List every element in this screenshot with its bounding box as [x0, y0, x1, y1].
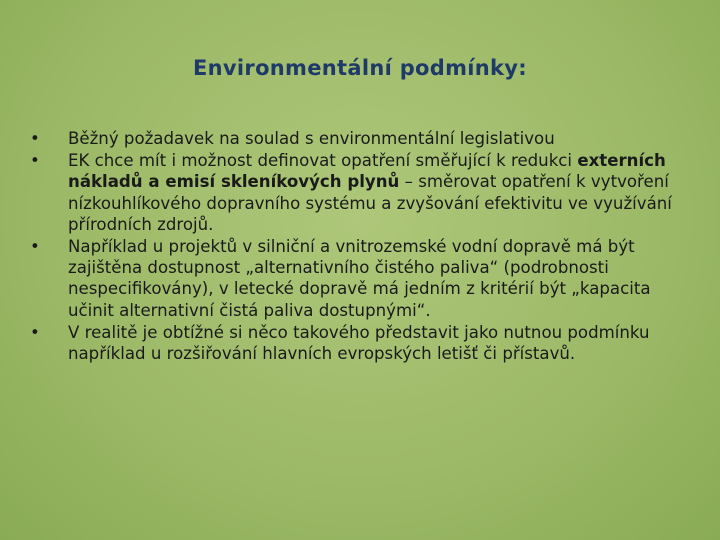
slide-title: Environmentální podmínky: — [193, 56, 527, 80]
bullet-icon: • — [30, 322, 40, 342]
bullet-item — [30, 236, 690, 321]
bullet-icon: • — [30, 151, 40, 171]
bullet-text: V realitě je obtížné si něco takového představit jako nutnou podmínku například u rozšiřování hlavních evropských letišť či přístavů. — [68, 322, 650, 364]
bullet-text: – směrovat opatření k vytvoření nízkouhlíkového dopravního systému a zvyšování efektivitu ve využívání přírodních zdrojů. — [68, 172, 672, 234]
bullet-text: EK chce mít i možnost definovat opatření směřující k redukci — [68, 151, 578, 171]
bullet-item — [30, 128, 690, 149]
bullet-text-bold: externích nákladů a emisí skleníkových plynů — [68, 151, 666, 192]
bullet-item — [30, 322, 690, 364]
bullet-icon: • — [30, 237, 40, 257]
bullet-item — [30, 150, 690, 235]
bullet-list — [30, 128, 690, 365]
bullet-text: Běžný požadavek na soulad s environmentální legislativou — [68, 129, 555, 148]
bullet-icon: • — [30, 129, 40, 148]
bullet-text: Například u projektů v silniční a vnitrozemské vodní dopravě má být zajištěna dostupnost „alternativního čistého paliva“ (podrobnosti nespecifikovány), v letecké dopravě má jedním z kritérií být „kapacita učinit alternativní čistá paliva dostupnými“. — [68, 237, 651, 320]
